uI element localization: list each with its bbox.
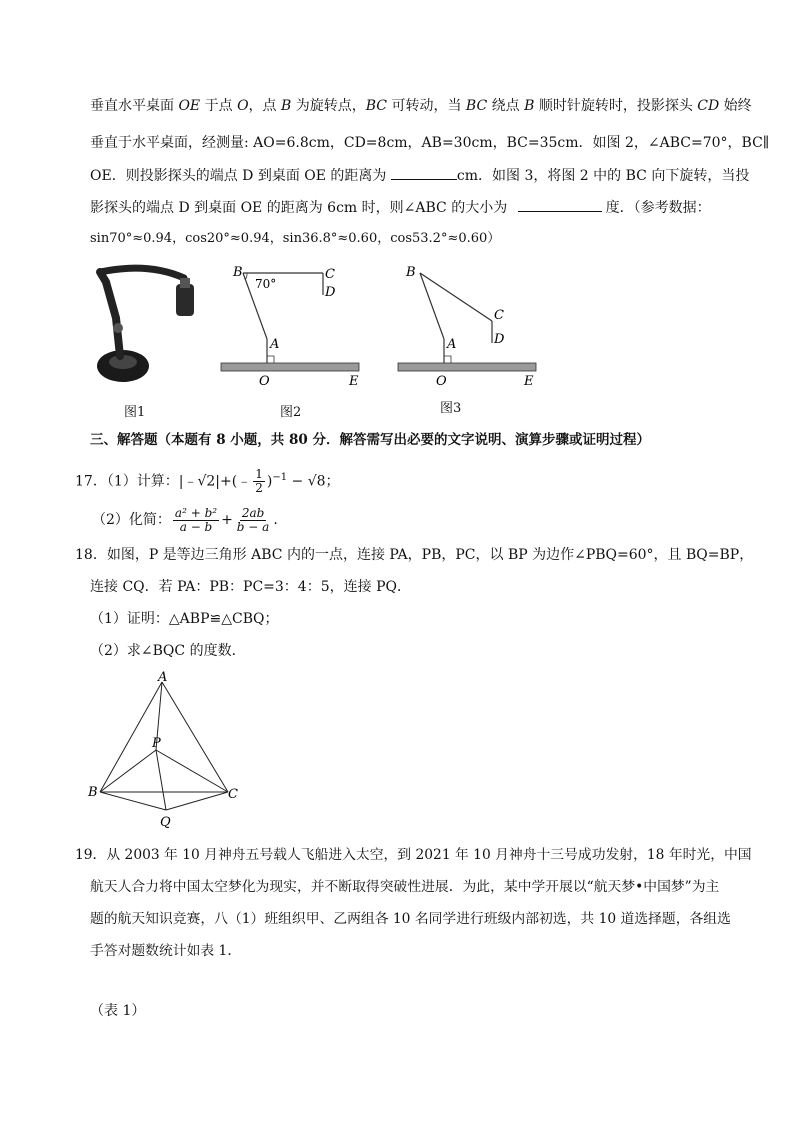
fraction-denominator: b − a [236,519,270,534]
segment-bc [420,273,492,321]
q17-exponent: −1 [272,472,288,483]
fraction-numerator: 2ab [241,505,265,520]
table-oe-shape [398,363,536,371]
label-b: B [233,265,243,280]
label-d: D [494,332,505,347]
table-1-caption: （表 1） [90,1003,146,1019]
fraction-denominator: a − b [179,519,213,534]
text: 可转动，当 [387,98,466,114]
answer-blank-distance[interactable] [391,165,457,180]
q18-part-2: （2）求∠BQC 的度数． [90,643,246,659]
label-b: B [88,785,98,800]
lamp-arm-upper-shape [100,268,184,278]
text: ，点 [248,98,281,114]
segment-pb [100,750,156,792]
text: OE [178,98,201,114]
label-70-degrees: 70° [255,277,277,291]
label-a: A [158,670,168,685]
label-b: B [406,265,416,280]
text: 始终 [719,98,752,114]
segment-ac [162,682,228,792]
fraction-numerator: a² + b² [174,505,218,520]
q17-p1-c: ) [266,473,273,490]
fraction-denominator: 2 [255,481,263,496]
text: B [524,98,535,114]
lamp-joint-shape [180,278,190,288]
q16-line-5: sin70°≈0.94，cos20°≈0.94，sin36.8°≈0.60，cos53.2°≈0.60） [90,231,501,246]
label-a: A [447,337,457,352]
q17-fraction-2 [235,507,272,534]
figure-1-lamp-image [88,258,208,388]
lamp-arm-lower-shape [100,272,120,356]
q17-number: 17． [75,473,107,490]
q17-p1-d: − √8； [287,473,340,490]
q16-line-1 [90,96,752,116]
q18-line-2: 连接 CQ．若 PA：PB：PC=3：4：5，连接 PQ． [90,579,411,595]
lamp-head-shape [176,284,194,316]
figure-3-diagram [392,262,552,392]
segment-pc [156,750,228,792]
figure-2-diagram [215,262,375,392]
label-c: C [228,787,238,802]
text: BC [365,98,388,114]
q19-line-4: 手答对题数统计如表 1． [90,943,242,959]
fraction-numerator: 1 [255,467,263,482]
q18-line-1: 18．如图，P 是等边三角形 ABC 内的一点，连接 PA，PB，PC，以 BP 为边作∠PBQ=60°，且 BQ=BP， [75,547,754,563]
label-e: E [349,374,359,389]
label-e: E [524,374,534,389]
table-oe-shape [221,363,359,371]
q17-part-1 [75,463,340,496]
text: 为旋转点， [291,98,366,114]
q16-line-3 [90,165,749,186]
angle-arc [245,273,247,280]
q18-part-1: （1）证明：△ABP≌△CBQ； [90,611,279,627]
q17-part-2 [92,503,278,537]
segment-pq [156,750,166,810]
q16-l4-b: 度．（参考数据： [605,200,711,216]
q17-fraction-half [253,468,265,495]
text: 顺时针旋转时，投影探头 [534,98,698,114]
label-q: Q [160,815,171,830]
text: 绕点 [487,98,525,114]
q17-p2-a: （2）化简： [92,512,171,528]
label-o: O [259,374,270,389]
label-p: P [152,736,161,751]
right-angle-mark [444,356,451,363]
q17-p1-a: （1）计算：| [106,473,184,490]
segment-cq [166,792,228,810]
label-c: C [325,267,335,282]
figure-2-caption: 图2 [280,405,302,420]
lamp-knob-shape [113,323,123,333]
q18-triangle-diagram [86,670,246,830]
text: 于点 [200,98,238,114]
label-a: A [270,337,280,352]
label-o: O [436,374,447,389]
text: O [237,98,249,114]
segment-ab [420,273,444,339]
label-c: C [494,308,504,323]
q16-l3-a: OE．则投影探头的端点 D 到桌面 OE 的距离为 [90,168,391,184]
text: B [281,98,292,114]
q16-line-2: 垂直于水平桌面，经测量: AO=6.8cm，CD=8cm，AB=30cm，BC=35cm．如图 2，∠ABC=70°，BC∥ [90,135,770,151]
q16-line-4 [90,197,711,218]
q19-line-1: 19．从 2003 年 10 月神舟五号载人飞船进入太空，到 2021 年 10 月神舟十三号成功发射，18 年时光，中国 [75,847,752,863]
segment-bq [100,792,166,810]
q16-l3-b: cm．如图 3，将图 2 中的 BC 向下旋转，当投 [456,168,750,184]
text: 垂直水平桌面 [90,98,179,114]
right-angle-mark [267,356,274,363]
q19-line-3: 题的航天知识竞赛，八（1）班组织甲、乙两组各 10 名同学进行班级内部初选，共 10 道选择题，各组选 [90,911,731,927]
section-3-heading: 三、解答题（本题有 8 小题，共 80 分．解答需写出必要的文字说明、演算步骤或证明过程） [90,432,650,448]
figure-3-caption: 图3 [440,401,462,416]
q16-l4-a: 影探头的端点 D 到桌面 OE 的距离为 6cm 时，则∠ABC 的大小为 [90,200,512,216]
q17-p1-b: ﹣√2|+(﹣ [183,473,252,490]
q19-line-2: 航天人合力将中国太空梦化为现实，并不断取得突破性进展．为此，某中学开展以“航天梦•中国梦”为主 [90,879,720,895]
text: BC [465,98,488,114]
text: CD [697,98,720,114]
figure-1-caption: 图1 [124,405,146,420]
label-d: D [325,285,336,300]
q17-plus: + [221,512,233,528]
q17-fraction-1 [173,507,219,534]
answer-blank-angle[interactable] [518,197,602,212]
q17-end: . [273,512,278,528]
